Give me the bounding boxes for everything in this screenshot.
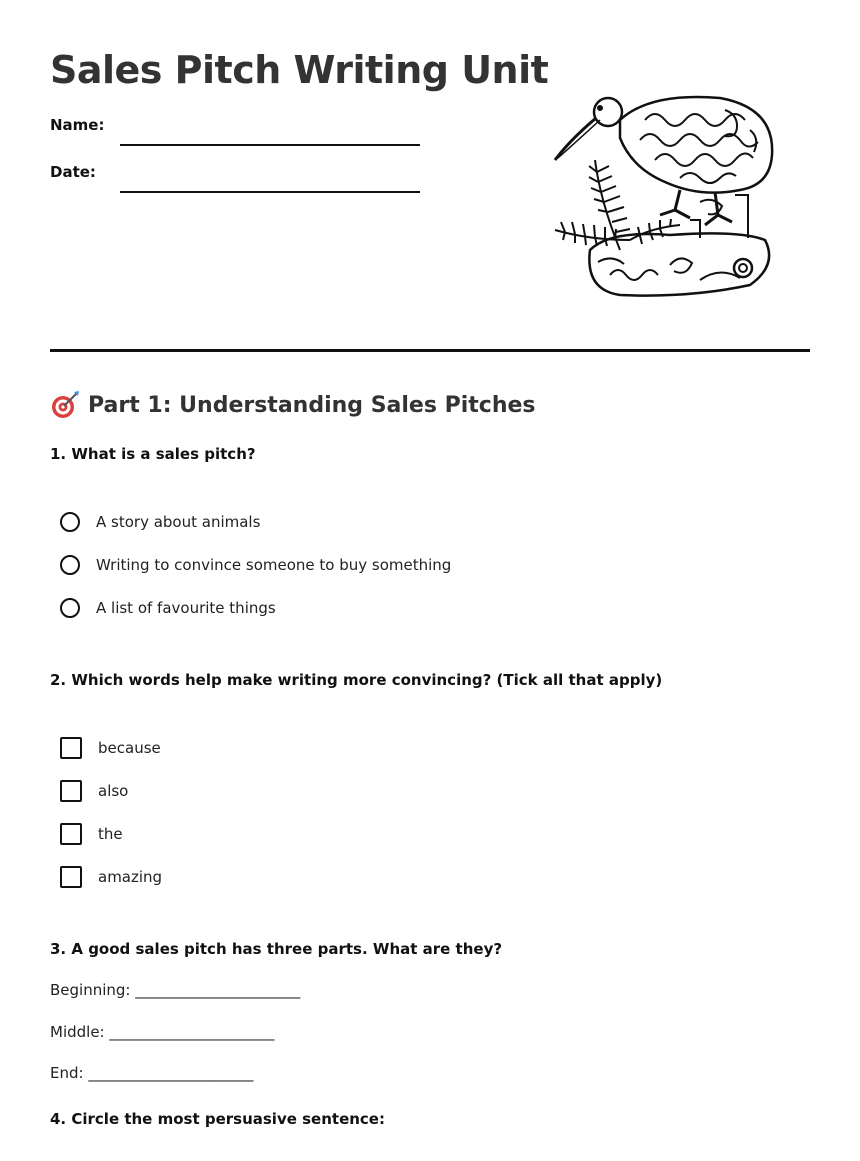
- question-1: 1. What is a sales pitch?: [50, 445, 256, 463]
- radio-button[interactable]: [60, 512, 80, 532]
- q1-option-label: A list of favourite things: [96, 599, 276, 617]
- middle-blank[interactable]: Middle: ______________________: [50, 1023, 275, 1041]
- q1-option[interactable]: [60, 509, 260, 535]
- q1-option[interactable]: [60, 552, 451, 578]
- q1-option-label: A story about animals: [96, 513, 261, 531]
- q1-option-label: Writing to convince someone to buy something: [96, 556, 452, 574]
- date-label: Date:: [50, 163, 96, 181]
- radio-button[interactable]: [60, 555, 80, 575]
- part1-title: Part 1: Understanding Sales Pitches: [88, 392, 536, 418]
- target-dart-icon: [50, 390, 80, 420]
- name-line[interactable]: [120, 144, 420, 146]
- checkbox[interactable]: [60, 737, 82, 759]
- checkbox[interactable]: [60, 780, 82, 802]
- q2-option-label: because: [98, 739, 161, 757]
- q2-option-label: the: [98, 825, 123, 843]
- q2-option[interactable]: [60, 821, 123, 847]
- kiwi-illustration-icon: [550, 90, 780, 300]
- date-line[interactable]: [120, 191, 420, 193]
- name-label: Name:: [50, 116, 105, 134]
- q2-option[interactable]: [60, 778, 128, 804]
- question-2: 2. Which words help make writing more convincing? (Tick all that apply): [50, 671, 663, 689]
- part1-header: [50, 390, 536, 420]
- q2-option[interactable]: [60, 864, 162, 890]
- question-4: 4. Circle the most persuasive sentence:: [50, 1110, 385, 1128]
- q2-option[interactable]: [60, 735, 161, 761]
- checkbox[interactable]: [60, 866, 82, 888]
- section-divider: [50, 349, 810, 352]
- beginning-blank[interactable]: Beginning: ______________________: [50, 981, 301, 999]
- question-3: 3. A good sales pitch has three parts. What are they?: [50, 940, 503, 958]
- page-title: Sales Pitch Writing Unit: [50, 48, 549, 92]
- q1-option[interactable]: [60, 595, 276, 621]
- end-blank[interactable]: End: ______________________: [50, 1064, 254, 1082]
- q2-option-label: also: [98, 782, 129, 800]
- name-field[interactable]: [50, 116, 430, 146]
- q2-option-label: amazing: [98, 868, 163, 886]
- radio-button[interactable]: [60, 598, 80, 618]
- checkbox[interactable]: [60, 823, 82, 845]
- date-field[interactable]: [50, 163, 430, 193]
